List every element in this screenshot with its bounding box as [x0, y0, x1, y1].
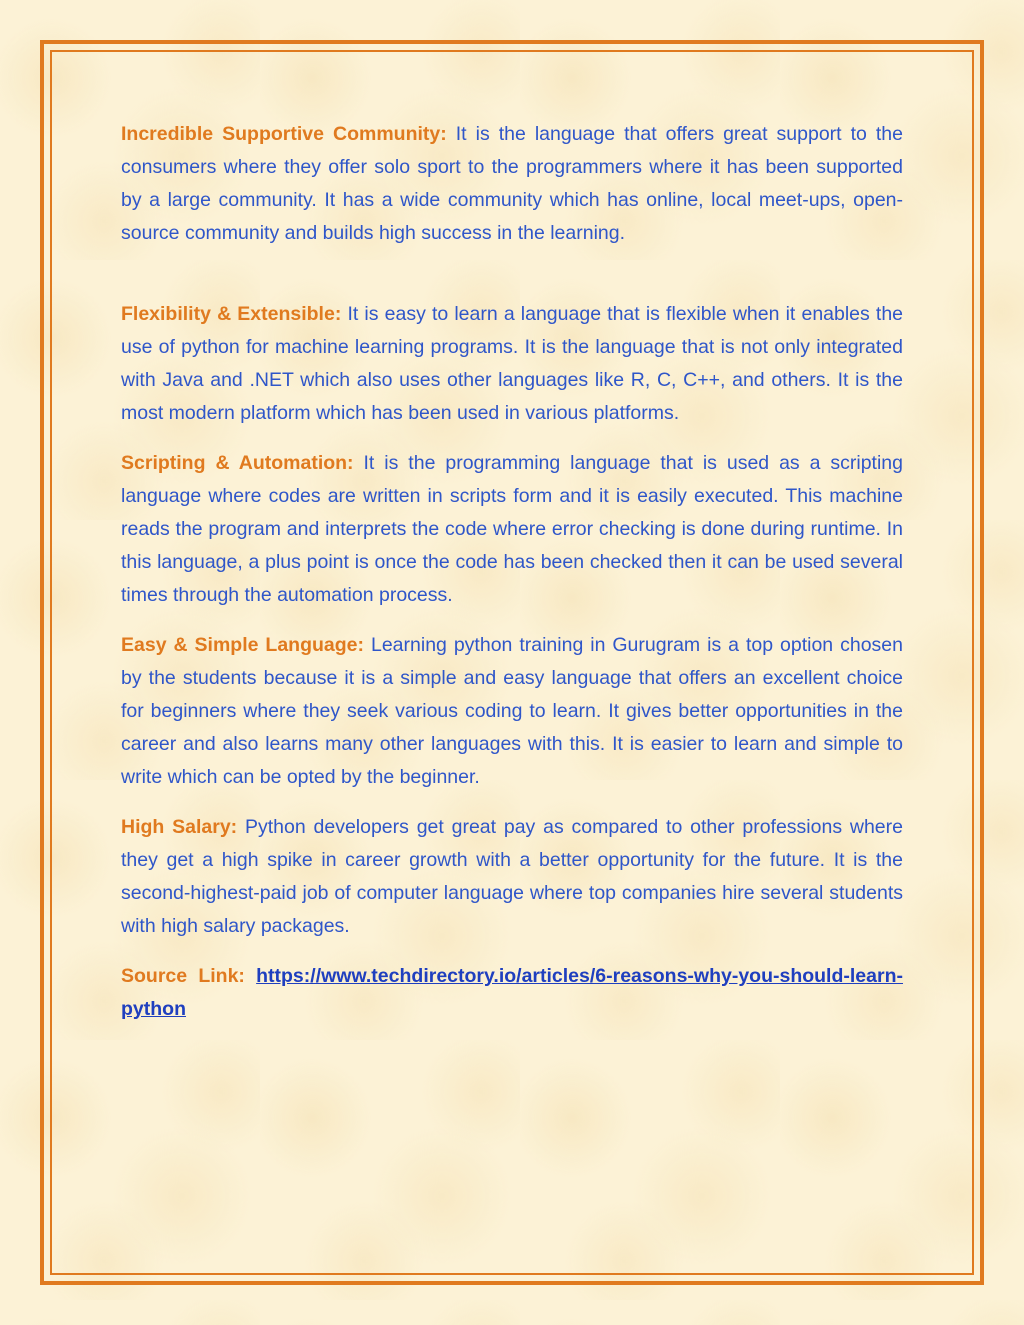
source-label: Source Link:	[121, 965, 245, 987]
section-high-salary	[121, 811, 903, 943]
section-text: It is the programming language that is used as a scripting language where codes are written in scripts form and it is easily executed. This machine reads the program and interprets the code where error checking is done during runtime. In this language, a plus point is once the code has been checked then it can be used several times through the automation process.	[121, 452, 904, 606]
article-body	[121, 118, 903, 1043]
source-line	[121, 960, 903, 1026]
section-easy-language	[121, 629, 903, 794]
section-heading: Scripting & Automation:	[121, 452, 354, 474]
section-heading: Easy & Simple Language:	[121, 634, 365, 656]
source-link[interactable]: https://www.techdirectory.io/articles/6-reasons-why-you-should-learn-python	[121, 965, 903, 1020]
section-heading: Flexibility & Extensible:	[121, 303, 342, 325]
section-flexibility	[121, 298, 903, 430]
section-text: It is the language that offers great support to the consumers where they offer solo sport to the programmers where it has been supported by a large community. It has a wide community which has online, local meet-ups, open-source community and builds high success in the learning.	[121, 123, 903, 244]
section-community	[121, 118, 903, 250]
section-text: Python developers get great pay as compared to other professions where they get a high spike in career growth with a better opportunity for the future. It is the second-highest-paid job of computer language where top companies hire several students with high salary packages.	[121, 816, 903, 937]
section-heading: High Salary:	[121, 816, 238, 838]
section-scripting	[121, 447, 903, 612]
section-text: Learning python training in Gurugram is a top option chosen by the students because it is a simple and easy language that offers an excellent choice for beginners where they seek various coding to learn. It gives better opportunities in the career and also learns many other languages with this. It is easier to learn and simple to write which can be opted by the beginner.	[121, 634, 903, 788]
section-heading: Incredible Supportive Community:	[121, 123, 447, 145]
section-text: It is easy to learn a language that is flexible when it enables the use of python for machine learning programs. It is the language that is not only integrated with Java and .NET which also uses other languages like R, C, C++, and others. It is the most modern platform which has been used in various platforms.	[121, 303, 904, 424]
